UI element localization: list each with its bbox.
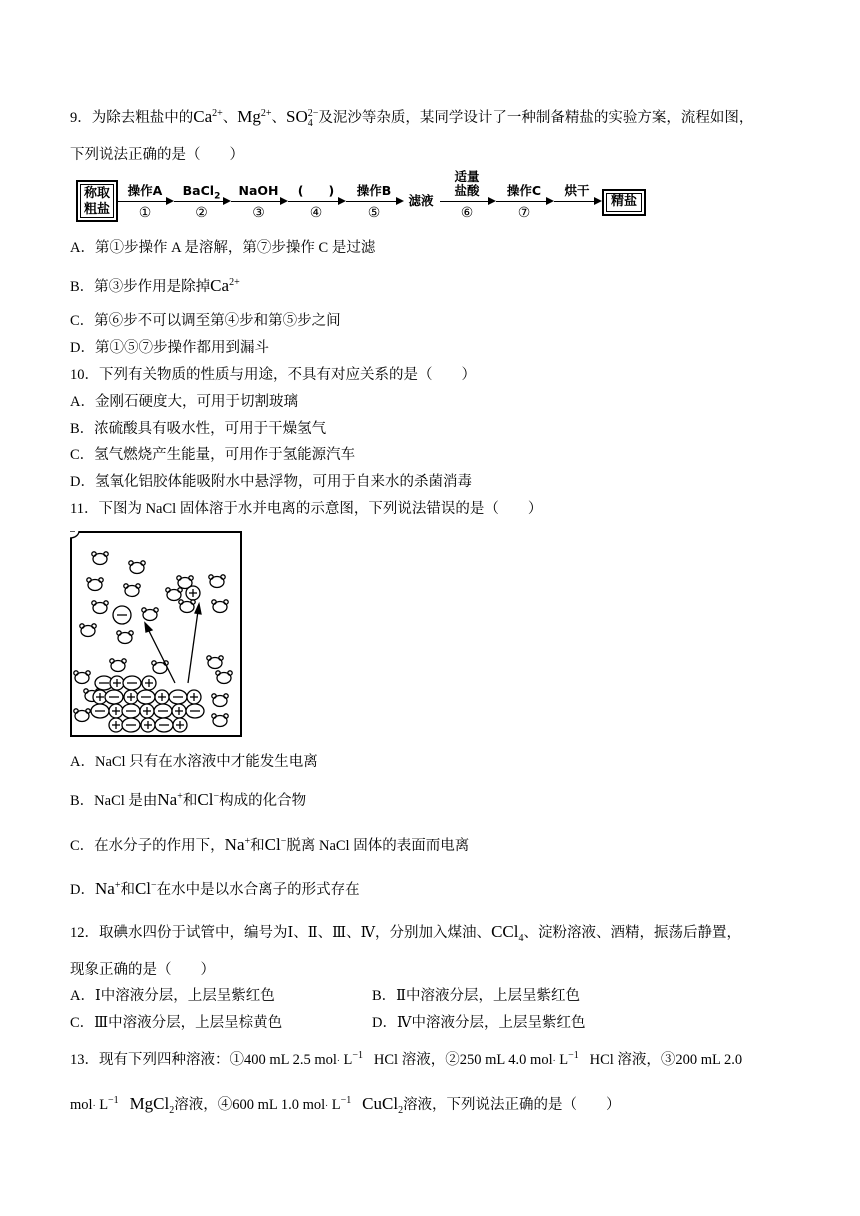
nacl-dissolution-diagram: [70, 531, 242, 737]
flow-end-box: 精盐: [602, 189, 646, 216]
flow-step8-label: 烘干: [564, 183, 590, 198]
q10-option-c: C．氢气燃烧产生能量，可用作于氢能源汽车: [70, 447, 356, 463]
q10-stem: 10．下列有关物质的性质与用途，不具有对应关系的是（ ）: [70, 367, 476, 383]
flow-step2-label: BaCl$_2$: [182, 183, 221, 202]
flow-step6-num: ⑥: [460, 206, 474, 221]
q11-stem: 11．下图为 NaCl 固体溶于水并电离的示意图，下列说法错误的是（ ）: [70, 501, 543, 517]
q9-stem-line2: 下列说法正确的是（ ）: [70, 147, 244, 163]
flow-step3-num: ③: [252, 206, 265, 221]
flow-step1-num: ①: [138, 206, 152, 221]
flow-step5-label: 操作B: [356, 183, 392, 198]
q11-option-d: D．Na+和Cl−在水中是以水合离子的形式存在: [70, 879, 360, 898]
q9-option-c: C．第⑥步不可以调至第④步和第⑤步之间: [70, 313, 341, 329]
q9-option-d: D．第①⑤⑦步操作都用到漏斗: [70, 340, 269, 356]
hydrated-ions: [113, 586, 200, 624]
flow-step7-num: ⑦: [517, 206, 531, 221]
q10-option-d: D．氢氧化铝胶体能吸附水中悬浮物，可用于自来水的杀菌消毒: [70, 474, 472, 490]
q10-option-b: B．浓硫酸具有吸水性，可用于干燥氢气: [70, 421, 327, 437]
flow-step2-num: ②: [195, 206, 208, 221]
q9-option-a: A．第①步操作 A 是溶解，第⑦步操作 C 是过滤: [70, 240, 376, 256]
q9-option-b: B．第③步作用是除掉$Ca^{2+}$: [70, 276, 240, 295]
q9-stem-line1: 9．为除去粗盐中的$Ca^{2+}$、$Mg^{2+}$、SO 2− 4 及泥沙等杂质，某同学设计了一种制备精盐的实验方案，流程如图，: [70, 107, 754, 129]
flow-filtrate: 滤液: [408, 193, 434, 208]
q12-option-a: A．Ⅰ中溶液分层，上层呈紫红色: [70, 988, 275, 1004]
flow-step6-label: 适量 盐酸: [454, 169, 480, 198]
flow-step1-label: 操作A: [127, 183, 163, 198]
q11-option-b: B．NaCl 是由Na+和Cl−构成的化合物: [70, 790, 307, 809]
q12-stem-line2: 现象正确的是（ ）: [70, 962, 215, 978]
q12-option-c: C．Ⅲ中溶液分层，上层呈棕黄色: [70, 1015, 283, 1031]
q12-option-b: B．Ⅱ中溶液分层，上层呈紫红色: [372, 988, 581, 1004]
q12-option-d: D．Ⅳ中溶液分层，上层呈紫红色: [372, 1015, 586, 1031]
q10-option-a: A．金刚石硬度大，可用于切割玻璃: [70, 394, 298, 410]
flow-step4-num: ④: [309, 206, 323, 221]
q13-line1: 13．现有下列四种溶液：①400 mL 2.5 $mol\cdot L^{-1}$ HCl 溶液，②250 mL 4.0 $mol\cdot L^{-1}$ HCl 溶液，③200 mL 2.0: [70, 1050, 743, 1068]
q11-option-a: A．NaCl 只有在水溶液中才能发生电离: [70, 754, 318, 770]
flow-step4-label: ( ): [297, 183, 335, 198]
q13-line2: $mol\cdot L^{-1}$ MgCl$_2$溶液，④600 mL 1.0 $mol\cdot L^{-1}$ CuCl$_2$溶液，下列说法正确的是（ ）: [70, 1094, 621, 1116]
q11-option-c: C．在水分子的作用下，Na+和Cl−脱离 NaCl 固体的表面而电离: [70, 835, 470, 854]
nacl-crystal: [70, 531, 79, 538]
ion-arrows: [145, 604, 201, 683]
flow-step5-num: ⑤: [367, 206, 381, 221]
flow-start-box: 称取 粗盐: [76, 180, 118, 222]
flow-step3-label: NaOH: [238, 183, 279, 198]
q12-stem-line1: 12．取碘水四份于试管中，编号为Ⅰ、Ⅱ、Ⅲ、Ⅳ，分别加入煤油、CCl$_4$、淀粉溶液、酒精，振荡后静置，: [70, 922, 741, 944]
flow-step7-label: 操作C: [506, 183, 542, 198]
q9-flow-chart: [76, 169, 656, 224]
